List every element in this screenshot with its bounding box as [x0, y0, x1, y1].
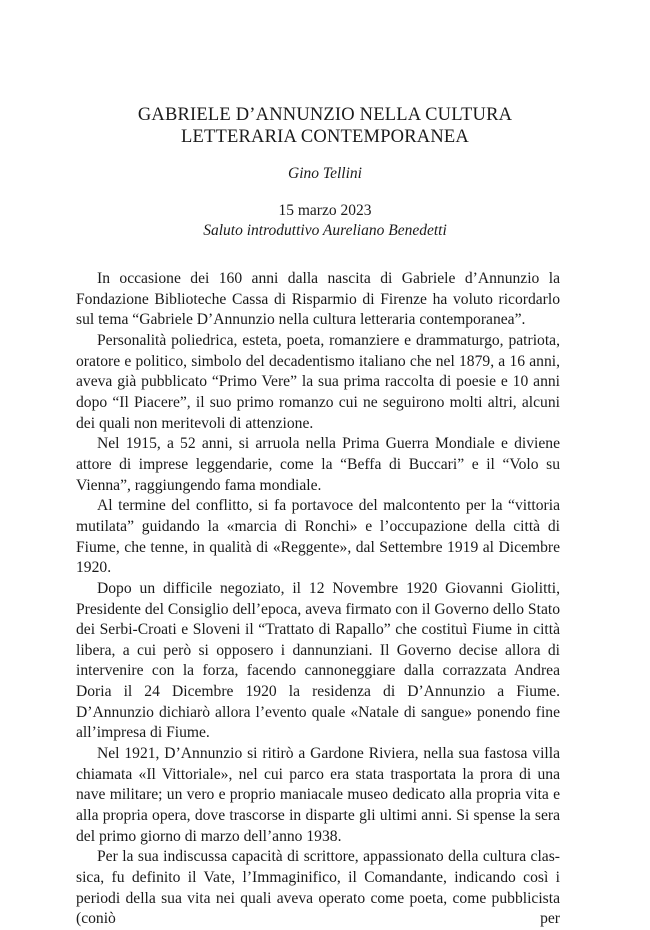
- paragraph: Nel 1915, a 52 anni, si arruola nella Prima Guerra Mondiale e diviene attore di imprese leggendarie, come la “Beffa di Buccari” e il “Volo su Vienna”, raggiungendo fama mondiale.: [76, 435, 560, 494]
- paragraph: In occasione dei 160 anni dalla nascita di Gabriele d’Annunzio la Fondazione Biblioteche Cassa di Risparmio di Firenze ha voluto ricordarlo sul tema “Gabriele D’Annunzio nella cultura letteraria contemporanea”.: [76, 270, 560, 329]
- author-name: Gino Tellini: [288, 165, 362, 182]
- paragraph: Dopo un difficile negoziato, il 12 Novembre 1920 Giovanni Giolitti, Presidente del Consiglio dell’epoca, aveva firmato con il Governo dello Stato dei Serbi-Croati e Sloveni il “Trattato di Rapallo” che costituì Fiume in città libera, a cui però si opposero i dannunziani. Il Governo decise allora di intervenire con la forza, facendo cannoneggiare dalla corrazzata Andrea Doria il 24 Dicembre 1920 la residenza di D’Annunzio a Fiume. D’Annunzio dichiarò allora l’evento quale «Natale di sangue» ponendo fine all’impresa di Fiume.: [76, 579, 560, 742]
- event-date: 15 marzo 2023: [278, 202, 372, 219]
- paragraph: Al termine del conflitto, si fa portavoce del malcontento per la “vittoria mutilata” guidando la «marcia di Ronchi» e l’occupazione della città di Fiume, che tenne, in qualità di «Reggente», dal Settembre 1919 al Dicembre 1920.: [76, 497, 560, 577]
- introductory-greeting: Saluto introduttivo Aureliano Benedetti: [203, 222, 447, 239]
- paragraph: Personalità poliedrica, esteta, poeta, romanziere e drammaturgo, patriota, oratore e politico, simbolo del decadentismo italiano che nel 1879, a 16 anni, aveva già pubblicato “Primo Vere” la sua prima raccolta di poesie e 10 anni dopo “Il Piacere”, il suo primo romanzo cui ne seguirono molti altri, alcuni dei quali non meritevoli di attenzione.: [76, 331, 560, 432]
- title-line-1: GABRIELE D’ANNUNZIO NELLA CULTURA: [137, 105, 513, 125]
- paragraph: Nel 1921, D’Annunzio si ritirò a Gardone Riviera, nella sua fastosa villa chiamata «Il Vittoriale», nel cui parco era stata trasportata la prora di una nave militare; un vero e proprio maniacale museo dedicato alla propria vita e alla propria opera, dove trascorse in disparte gli ultimi anni. Si spense la sera del primo giorno di marzo dell’anno 1938.: [76, 745, 560, 845]
- title-line-2: LETTERARIA CONTEMPORANEA: [181, 127, 469, 147]
- paragraph: Per la sua indiscussa capacità di scrittore, appassionato della cultura classica, fu definito il Vate, l’Immaginifico, il Comandante, indicando così i periodi della sua vita nei quali aveva operato come poeta, come pubblicista (coniò per: [76, 848, 560, 928]
- body-text: [76, 269, 560, 930]
